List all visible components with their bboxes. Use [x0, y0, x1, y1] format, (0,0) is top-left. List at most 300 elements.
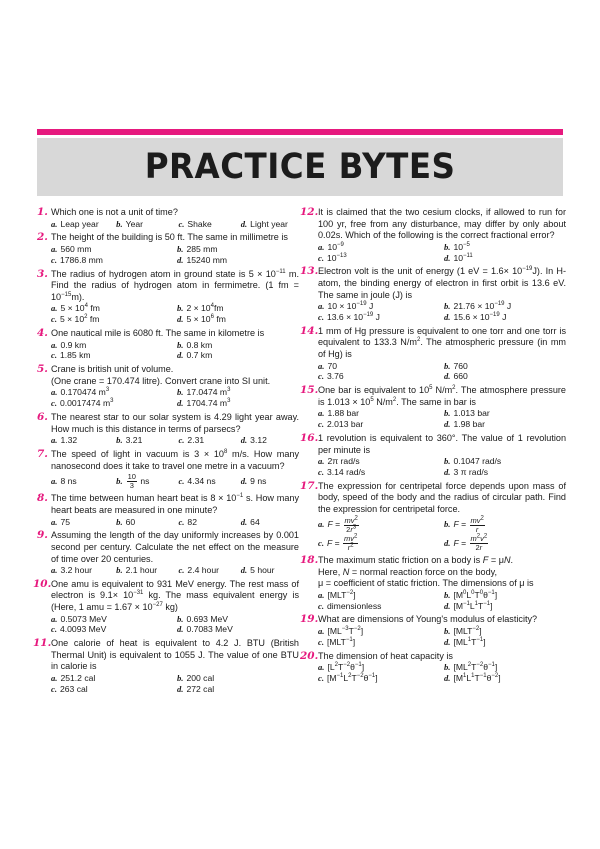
option-value: 1.98 bar [453, 419, 485, 430]
option-letter: a. [51, 339, 58, 350]
answer-option [177, 387, 299, 398]
answer-option [51, 219, 112, 230]
answer-option [318, 301, 440, 312]
answer-option [177, 624, 299, 635]
answer-option [177, 398, 299, 409]
question-item [300, 553, 566, 611]
option-value: $[ML^1T^{-1}]$ [453, 636, 486, 647]
option-letter: b. [444, 241, 451, 252]
question-number: 14. [300, 324, 319, 337]
answer-option [444, 534, 566, 552]
question-text: 1 revolution is equivalent to 360°. The value of 1 revolution per minute is [318, 432, 566, 455]
answer-option [116, 219, 174, 230]
option-value: 15240 mm [186, 254, 228, 265]
answer-options [51, 387, 299, 409]
option-letter: d. [240, 435, 248, 446]
question-item [37, 449, 299, 490]
option-value: Shake [187, 218, 212, 229]
answer-option [51, 624, 173, 635]
option-letter: d. [177, 398, 184, 409]
option-letter: c. [318, 600, 324, 611]
option-letter: d. [444, 311, 451, 322]
answer-option [444, 419, 566, 430]
option-letter: c. [51, 398, 57, 409]
question-number: 20. [300, 649, 319, 662]
option-value: 3.21 [125, 435, 143, 446]
option-letter: b. [116, 516, 123, 527]
option-letter: a. [318, 625, 325, 636]
answer-option [178, 435, 236, 446]
answer-option [241, 517, 299, 528]
option-letter: c. [318, 419, 324, 430]
answer-option [444, 253, 566, 264]
answer-options [51, 435, 299, 446]
answer-option [318, 371, 440, 382]
answer-option [177, 244, 299, 255]
option-letter: d. [444, 537, 451, 548]
question-number: 3. [37, 267, 48, 280]
option-value: $2 \times 10^4fm$ [186, 303, 224, 314]
option-value: 1.88 bar [327, 408, 359, 419]
question-number: 12. [300, 206, 319, 218]
question-text: The dimension of heat capacity is [318, 650, 453, 661]
option-letter: a. [318, 589, 325, 600]
option-letter: c. [178, 476, 185, 487]
option-letter: a. [51, 387, 58, 398]
option-value: 3.2 hour [60, 565, 92, 576]
option-letter: c. [51, 624, 57, 635]
option-value: $15.6 \times 10^{-19}$ J [453, 311, 507, 322]
question-number: 19. [300, 613, 319, 626]
option-letter: d. [444, 419, 451, 430]
answer-options [318, 408, 566, 430]
question-text: What are dimensions of Young's modulus of elasticity? [318, 614, 538, 625]
option-letter: c. [318, 636, 324, 647]
option-letter: d. [444, 636, 451, 647]
question-item [37, 530, 299, 576]
option-letter: a. [51, 516, 58, 527]
option-value: 4.0093 MeV [59, 624, 107, 635]
option-letter: b. [177, 613, 184, 624]
option-value: 0.5073 MeV [60, 613, 107, 624]
question-number: 8. [37, 492, 48, 505]
option-value: 75 [60, 516, 71, 527]
question-number: 6. [37, 410, 48, 423]
question-item [300, 324, 566, 382]
answer-option [318, 534, 440, 552]
answer-option [318, 456, 440, 467]
option-letter: a. [318, 456, 325, 467]
option-value: dimensionless [326, 600, 382, 611]
answer-option [51, 684, 173, 695]
option-letter: c. [178, 435, 185, 446]
answer-option [51, 340, 173, 351]
right-question-column [300, 206, 566, 687]
question-number: 13. [300, 265, 319, 278]
question-item [300, 265, 566, 322]
answer-option [444, 408, 566, 419]
answer-option [318, 408, 440, 419]
answer-option [444, 301, 566, 312]
option-value: 0.9 km [60, 339, 87, 350]
option-letter: b. [177, 339, 184, 350]
option-value: 2.1 hour [125, 565, 158, 576]
answer-option [318, 242, 440, 253]
option-value: Year [125, 218, 143, 229]
page-title: PRACTICE BYTES [144, 147, 456, 187]
option-letter: d. [177, 350, 184, 361]
question-text: The expression for centripetal force depends upon mass of body, speed of the body and the radius of circular path. Find the expression for centripetal force. [318, 480, 566, 514]
question-text: The maximum static friction on a body is F = μN. Here, N = normal reaction force on the body, μ = coefficient of static friction. The dimensions of μ is [318, 554, 534, 589]
option-value: $10^{-5}$ [453, 241, 470, 252]
option-letter: c. [178, 516, 185, 527]
answer-option [318, 590, 440, 601]
option-value: 263 cal [59, 683, 88, 694]
answer-options [51, 219, 299, 230]
option-letter: a. [318, 241, 325, 252]
option-letter: c. [51, 314, 57, 325]
option-value: F = $\frac{m^2v^2}{2r}$ [453, 533, 488, 552]
option-letter: d. [444, 252, 451, 263]
option-value: 1786.8 mm [59, 254, 103, 265]
option-letter: c. [318, 537, 324, 548]
answer-option [177, 614, 299, 625]
option-value: $10^{-13}$ [326, 252, 347, 263]
option-letter: a. [51, 435, 58, 446]
option-value: $5 \times 10^2$ fm [59, 314, 100, 325]
answer-option [178, 517, 236, 528]
answer-options [51, 614, 299, 636]
option-value: $[MLT^{-2}]$ [453, 625, 482, 636]
answer-option [51, 314, 173, 325]
option-value: $5 \times 10^6$ fm [186, 314, 226, 325]
question-item [37, 412, 299, 446]
option-value: 2.31 [187, 435, 205, 446]
answer-option [51, 350, 173, 361]
question-number: 16. [300, 431, 319, 444]
answer-option [178, 565, 236, 576]
option-value: 2.013 bar [326, 419, 364, 430]
option-letter: c. [51, 350, 57, 361]
question-number: 9. [37, 529, 48, 542]
answer-option [177, 350, 299, 361]
answer-option [51, 614, 173, 625]
option-letter: b. [177, 243, 184, 254]
option-value: 1.013 bar [453, 408, 490, 419]
answer-option [318, 253, 440, 264]
answer-option [178, 219, 236, 230]
answer-option [444, 242, 566, 253]
option-value: F = $\frac{mv^2}{2r^3}$ [327, 515, 358, 534]
option-value: $[M^{-1}L^1T^{-1}]$ [453, 600, 493, 611]
question-item [300, 479, 566, 552]
answer-option [318, 626, 440, 637]
option-letter: b. [444, 519, 451, 530]
question-text: The speed of light in vacuum is $3 \times 10^8$ m/s. How many nanosecond does it take to travel one metre in a vacuum? [51, 448, 300, 471]
option-value: 8 ns [60, 476, 77, 487]
option-letter: b. [444, 360, 451, 371]
answer-options [51, 472, 299, 490]
answer-option [318, 467, 440, 478]
answer-option [51, 398, 173, 409]
option-letter: a. [51, 673, 58, 684]
answer-option [116, 435, 174, 446]
answer-options [318, 301, 566, 323]
answer-option [444, 456, 566, 467]
option-letter: c. [178, 565, 185, 576]
option-value: 0.8 km [186, 339, 213, 350]
answer-option [318, 601, 440, 612]
option-letter: b. [444, 301, 451, 312]
question-item [37, 493, 299, 527]
answer-option [444, 601, 566, 612]
answer-option [177, 673, 299, 684]
answer-options [51, 303, 299, 325]
option-letter: b. [116, 218, 123, 229]
answer-option [318, 673, 440, 684]
option-value: 0.170474 $m^3$ [60, 387, 110, 398]
option-value: $5 \times 10^4$ fm [60, 303, 100, 314]
question-number: 17. [300, 479, 319, 492]
option-value: $10 \times 10^{-19}$ J [327, 301, 374, 312]
answer-option [241, 219, 299, 230]
question-item [37, 269, 299, 325]
option-letter: c. [318, 466, 324, 477]
answer-option [51, 387, 173, 398]
answer-options [318, 662, 566, 684]
option-value: 0.7 km [186, 350, 213, 361]
option-value: $10^{-11}$ [453, 252, 473, 263]
answer-option [241, 565, 299, 576]
option-letter: d. [444, 672, 451, 683]
option-value: 17.0474 $m^3$ [186, 387, 231, 398]
option-letter: b. [116, 565, 123, 576]
question-item [300, 384, 566, 430]
question-text: Which one is not a unit of time? [51, 207, 178, 217]
answer-options [51, 340, 299, 362]
answer-option [318, 515, 440, 533]
option-letter: d. [444, 371, 451, 382]
question-item [300, 206, 566, 263]
option-letter: d. [240, 565, 248, 576]
option-value: 1.32 [60, 435, 78, 446]
option-value: 2.4 hour [187, 565, 219, 576]
option-letter: d. [177, 254, 184, 265]
option-letter: a. [318, 519, 325, 530]
answer-option [318, 361, 440, 372]
answer-options [51, 517, 299, 528]
answer-option [444, 673, 566, 684]
option-letter: b. [444, 589, 451, 600]
option-letter: d. [177, 683, 184, 694]
option-letter: a. [318, 301, 325, 312]
question-number: 15. [300, 384, 319, 397]
option-letter: c. [318, 311, 324, 322]
option-value: 0.0017474 $m^3$ [59, 398, 114, 409]
option-letter: a. [318, 408, 325, 419]
answer-option [444, 590, 566, 601]
question-text: The radius of hydrogen atom in ground state is $5 \times 10^{-11}$ m. Find the radius of hydrogen atom in fermimetre. (1 fm = $10^{-15}m$). [51, 268, 299, 302]
question-text: One nautical mile is 6080 ft. The same in kilometre is [51, 327, 265, 338]
option-value: 660 [453, 371, 468, 382]
answer-option [444, 515, 566, 533]
question-item [37, 364, 299, 409]
option-value: $[ML^2T^{-2}\theta^{-1}]$ [453, 662, 498, 673]
answer-option [51, 673, 173, 684]
answer-option [178, 472, 236, 490]
question-number: 1. [37, 206, 48, 218]
option-letter: d. [240, 218, 248, 229]
question-text: One calorie of heat is equivalent to 4.2 J. BTU (British Thermal Unit) is equivalent to 1055 J. The value of one BTU in calorie is [51, 638, 299, 672]
option-letter: c. [51, 254, 57, 265]
answer-option [444, 361, 566, 372]
option-letter: b. [116, 476, 123, 487]
option-value: 5 hour [250, 565, 275, 576]
question-item [300, 613, 566, 647]
option-value: 1.85 km [59, 350, 91, 361]
option-value: $[ML^{-3}T^{-2}]$ [327, 625, 364, 636]
option-value: F = $\frac{mv^2}{r^2}$ [326, 533, 358, 552]
option-value: 1704.74 $m^3$ [186, 398, 231, 409]
question-text: One bar is equivalent to $10^5$ $N/m^2$. The atmosphere pressure is $1.013 \times 10^5$ $N/m^2$. The same in bar is [318, 385, 566, 407]
option-letter: b. [444, 662, 451, 673]
option-letter: d. [177, 624, 184, 635]
option-letter: a. [51, 303, 58, 314]
option-letter: a. [51, 613, 58, 624]
question-item [33, 577, 299, 635]
option-letter: c. [318, 252, 324, 263]
answer-option [241, 472, 299, 490]
answer-option [177, 255, 299, 266]
option-value: 60 [125, 516, 136, 527]
answer-options [51, 244, 299, 266]
option-letter: a. [318, 662, 325, 673]
option-value: 0.7083 MeV [186, 624, 233, 635]
answer-option [51, 435, 112, 446]
question-item [33, 637, 299, 694]
option-value: Leap year [60, 218, 99, 229]
answer-option [444, 371, 566, 382]
option-value: $[M^0L^0T^0\theta^{-1}]$ [453, 589, 498, 600]
option-value: 0.693 MeV [186, 613, 229, 624]
answer-option [318, 419, 440, 430]
answer-option [177, 340, 299, 351]
question-number: 2. [37, 231, 48, 244]
option-value: 70 [327, 360, 338, 371]
answer-options [318, 456, 566, 478]
option-letter: a. [51, 565, 58, 576]
answer-option [318, 662, 440, 673]
question-text: One amu is equivalent to 931 MeV energy. The rest mass of electron is $9.1\times 10^{-31}$ kg. The mass equivalent energy is (Here, 1 amu = $1.67 \times 10^{-27}$ kg) [51, 578, 299, 613]
option-letter: a. [51, 476, 58, 487]
answer-options [318, 590, 566, 612]
answer-options [51, 565, 299, 576]
question-number: 18. [300, 553, 319, 566]
answer-options [318, 515, 566, 551]
option-value: 2π rad/s [327, 456, 360, 467]
option-letter: c. [318, 672, 324, 683]
question-item [37, 207, 299, 229]
option-letter: d. [177, 314, 184, 325]
answer-option [51, 565, 112, 576]
option-letter: a. [51, 243, 58, 254]
option-value: 4.34 ns [187, 476, 216, 487]
option-value: 560 mm [60, 243, 92, 254]
answer-option [444, 312, 566, 323]
question-text: The height of the building is 50 ft. The same in millimetre is [51, 232, 288, 243]
option-letter: b. [444, 625, 451, 636]
left-question-column [33, 206, 300, 698]
answer-option [318, 637, 440, 648]
option-letter: d. [444, 600, 451, 611]
option-letter: b. [177, 673, 184, 684]
option-value: 285 mm [186, 243, 218, 254]
answer-option [444, 467, 566, 478]
option-letter: c. [318, 371, 324, 382]
option-value: 251.2 cal [60, 673, 96, 684]
answer-option [444, 626, 566, 637]
option-letter: b. [444, 408, 451, 419]
answer-option [444, 662, 566, 673]
option-value: 9 ns [250, 476, 267, 487]
question-item [300, 649, 566, 684]
option-value: 200 cal [186, 673, 215, 684]
answer-option [51, 517, 112, 528]
option-value: $[MLT^{-2}]$ [327, 589, 356, 600]
answer-option [177, 314, 299, 325]
option-letter: a. [51, 218, 58, 229]
answer-options [318, 626, 566, 648]
question-number: 11. [33, 637, 52, 650]
option-value: 272 cal [186, 683, 215, 694]
answer-options [51, 673, 299, 695]
answer-option [51, 303, 173, 314]
question-text: 1 mm of Hg pressure is equivalent to one torr and one torr is equivalent to 133.3 $N/m^2$. The atmospheric pressure (in mm of Hg) is [318, 325, 566, 359]
option-value: F = $\frac{mv^2}{r}$ [453, 515, 484, 534]
option-value: 760 [453, 360, 468, 371]
option-value: 64 [250, 516, 260, 527]
question-item [37, 328, 299, 361]
option-value: $\frac{10}{3}$ ns [127, 472, 150, 491]
answer-option [444, 637, 566, 648]
option-letter: c. [51, 683, 57, 694]
question-text: Crane is british unit of volume. (One crane = 170.474 litre). Convert crane into SI unit. [51, 364, 271, 386]
answer-option [318, 312, 440, 323]
option-letter: d. [240, 516, 248, 527]
option-value: $21.76 \times 10^{-19}$ J [453, 301, 512, 312]
option-value: Light year [250, 218, 288, 229]
option-value: $[M^{-1}L^2T^{-2}\theta^{-1}]$ [326, 672, 378, 683]
option-letter: d. [240, 476, 248, 487]
title-banner [37, 138, 563, 196]
answer-option [116, 517, 174, 528]
option-value: 3.12 [250, 435, 267, 446]
answer-option [116, 565, 174, 576]
question-number: 10. [33, 577, 52, 590]
answer-option [177, 684, 299, 695]
question-text: It is claimed that the two cesium clocks, if allowed to run for 100 yr, free from any disturbance, may differ by only about 0.02s. Which of the following is the correct fractional error? [318, 207, 566, 241]
option-letter: c. [178, 218, 185, 229]
option-value: 3 π rad/s [453, 466, 489, 477]
option-value: $13.6 \times 10^{-19}$ J [326, 311, 380, 322]
question-item [300, 431, 566, 478]
option-value: $[MLT^{-1}]$ [326, 636, 356, 647]
option-letter: b. [116, 435, 123, 446]
option-letter: b. [444, 456, 451, 467]
option-value: 3.76 [326, 371, 344, 382]
option-letter: b. [177, 303, 184, 314]
answer-option [241, 435, 299, 446]
